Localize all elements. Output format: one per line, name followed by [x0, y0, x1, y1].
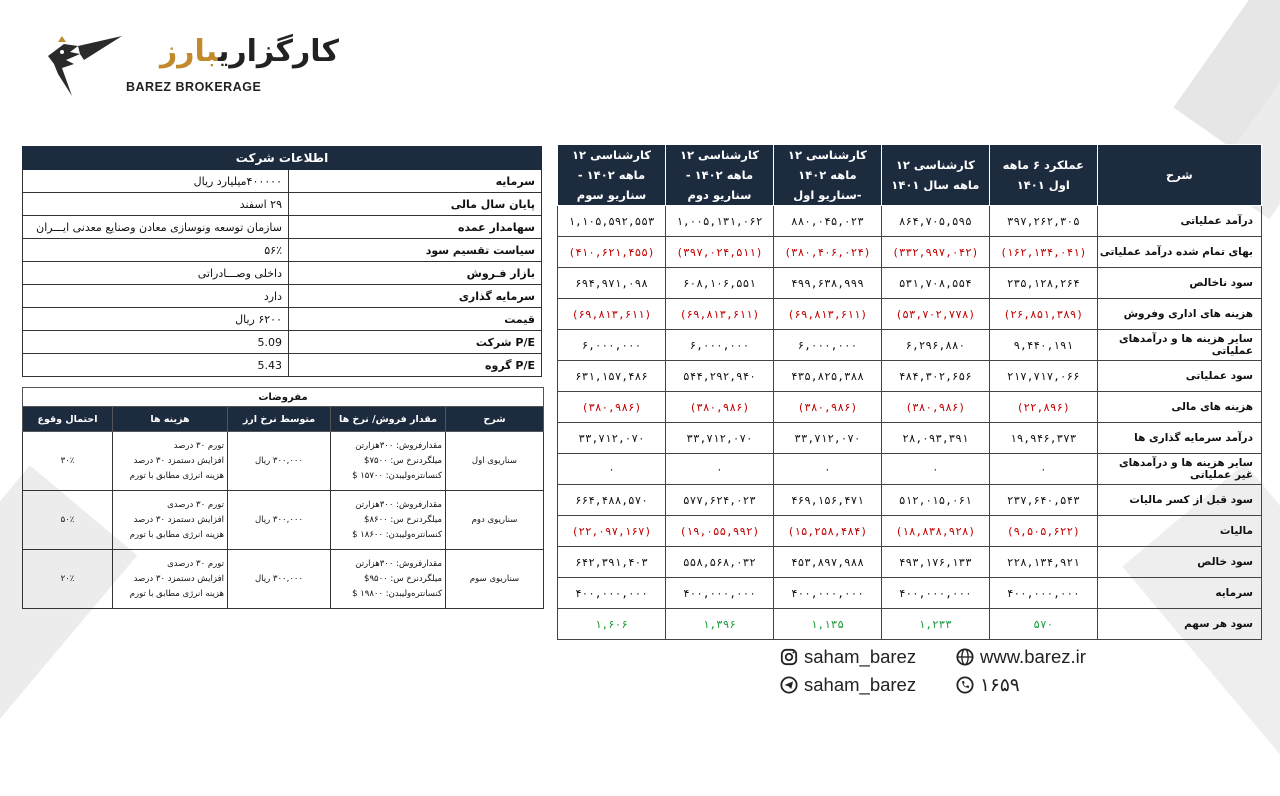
financial-cell: ۲۸,۰۹۳,۳۹۱	[881, 423, 989, 454]
website-contact[interactable]	[956, 646, 1086, 668]
contact-footer	[780, 646, 1120, 702]
financial-cell: ۰	[989, 454, 1097, 485]
financial-forecast-panel	[557, 144, 1262, 640]
info-value: ۶۲۰۰ ریال	[23, 308, 289, 331]
sales-rate-line: کنسانتره‌ولیبدن: ۱۹۸۰۰ $	[352, 588, 442, 599]
info-value: 5.43	[23, 354, 289, 377]
financial-row-label: سرمایه	[1097, 578, 1261, 609]
financial-cell: (۳۸۰,۹۸۶)	[773, 392, 881, 423]
scenario-sales-rates	[331, 432, 446, 491]
financial-header: عملکرد ۶ ماهه اول ۱۴۰۱	[989, 145, 1097, 206]
info-value: 5.09	[23, 331, 289, 354]
financial-cell: (۶۹,۸۱۳,۶۱۱)	[666, 299, 774, 330]
financial-cell: ۵۱۲,۰۱۵,۰۶۱	[881, 485, 989, 516]
info-value: داخلی وصـــادراتی	[23, 262, 289, 285]
financial-cell: (۹,۵۰۵,۶۲۲)	[989, 516, 1097, 547]
company-info-title: اطلاعات شرکت	[23, 147, 542, 170]
financial-header: کارشناسی ۱۲ ماهه سال ۱۴۰۱	[881, 145, 989, 206]
financial-cell: ۳۳,۷۱۲,۰۷۰	[558, 423, 666, 454]
scenario-costs	[113, 491, 228, 550]
sales-rate-line: میلگردنرخ س: ۹۵۰۰$	[364, 573, 442, 584]
scenario-probability: ۲۰٪	[23, 550, 113, 609]
financial-cell: ۲۲۸,۱۳۴,۹۲۱	[989, 547, 1097, 578]
financial-cell: (۱۸,۸۳۸,۹۲۸)	[881, 516, 989, 547]
financial-cell: (۳۹۷,۰۲۴,۵۱۱)	[666, 237, 774, 268]
financial-cell: ۴۰۰,۰۰۰,۰۰۰	[666, 578, 774, 609]
info-row	[23, 331, 542, 354]
info-value: ۴۰۰۰۰۰میلیارد ریال	[23, 170, 289, 193]
financial-cell: ۴۹۳,۱۷۶,۱۳۳	[881, 547, 989, 578]
sales-rate-line: مقدارفروش: ۳۰۰هزارتن	[355, 558, 442, 569]
financial-cell: (۱۶۲,۱۳۴,۰۴۱)	[989, 237, 1097, 268]
financial-row	[558, 454, 1262, 485]
financial-cell: ۶۹۴,۹۷۱,۰۹۸	[558, 268, 666, 299]
assumptions-title: مفروضات	[23, 388, 544, 407]
financial-header: کارشناسی ۱۲ ماهه ۱۴۰۲ - سناریو سوم	[558, 145, 666, 206]
assumptions-header: احتمال وقوع	[23, 407, 113, 432]
info-row	[23, 308, 542, 331]
scenario-name: سناریوی دوم	[446, 491, 544, 550]
scenario-fx-rate: ۳۰۰,۰۰۰ ریال	[228, 491, 331, 550]
financial-cell: ۶۴۲,۳۹۱,۴۰۳	[558, 547, 666, 578]
financial-cell: ۴۰۰,۰۰۰,۰۰۰	[773, 578, 881, 609]
financial-cell: ۵۳۱,۷۰۸,۵۵۴	[881, 268, 989, 299]
cost-line: تورم ۳۰ درصدی	[167, 499, 224, 510]
financial-cell: (۴۱۰,۶۲۱,۴۵۵)	[558, 237, 666, 268]
financial-cell: (۶۹,۸۱۳,۶۱۱)	[558, 299, 666, 330]
financial-row	[558, 423, 1262, 454]
financial-cell: ۲۳۵,۱۲۸,۲۶۴	[989, 268, 1097, 299]
financial-row	[558, 330, 1262, 361]
phone-number: ۱۶۵۹	[980, 674, 1020, 695]
financial-cell: (۶۹,۸۱۳,۶۱۱)	[773, 299, 881, 330]
telegram-handle: saham_barez	[804, 674, 917, 695]
financial-cell: ۱,۱۳۵	[773, 609, 881, 640]
instagram-icon	[780, 648, 798, 666]
cost-line: تورم ۳۰ درصدی	[167, 558, 224, 569]
info-key: P/E شرکت	[289, 331, 542, 354]
financial-row-label: سایر هزینه ها و درآمدهای عملیاتی	[1097, 330, 1261, 361]
financial-row	[558, 609, 1262, 640]
scenario-fx-rate: ۳۰۰,۰۰۰ ریال	[228, 550, 331, 609]
financial-cell: ۱,۶۰۶	[558, 609, 666, 640]
financial-cell: (۳۳۲,۹۹۷,۰۴۲)	[881, 237, 989, 268]
financial-cell: ۱,۰۰۵,۱۳۱,۰۶۲	[666, 206, 774, 237]
financial-cell: ۱۹,۹۴۶,۳۷۳	[989, 423, 1097, 454]
phone-icon	[956, 676, 974, 694]
financial-cell: ۰	[773, 454, 881, 485]
sales-rate-line: مقدارفروش: ۳۰۰هزارتن	[355, 499, 442, 510]
financial-row	[558, 268, 1262, 299]
globe-icon	[956, 648, 974, 666]
financial-cell: (۲۶,۸۵۱,۳۸۹)	[989, 299, 1097, 330]
instagram-contact[interactable]	[780, 646, 916, 668]
phone-contact[interactable]	[956, 674, 1020, 696]
financial-row-label: درآمد عملیاتی	[1097, 206, 1261, 237]
financial-cell: ۱,۲۳۳	[881, 609, 989, 640]
financial-cell: ۳۳,۷۱۲,۰۷۰	[773, 423, 881, 454]
financial-row	[558, 485, 1262, 516]
financial-row	[558, 516, 1262, 547]
company-info-panel	[22, 146, 542, 377]
financial-cell: ۰	[666, 454, 774, 485]
financial-cell: ۹,۴۴۰,۱۹۱	[989, 330, 1097, 361]
sales-rate-line: میلگردنرخ س: ۸۶۰۰$	[364, 514, 442, 525]
cost-line: تورم ۳۰ درصد	[173, 440, 224, 451]
scenario-name: سناریوی سوم	[446, 550, 544, 609]
brand-name-fa-accent: بارز	[160, 34, 219, 69]
info-value: ۵۶٪	[23, 239, 289, 262]
telegram-contact[interactable]	[780, 674, 916, 696]
cost-line: افزایش دستمزد ۳۰ درصد	[133, 455, 224, 466]
info-key: قیمت	[289, 308, 542, 331]
info-key: پایان سال مالی	[289, 193, 542, 216]
financial-cell: ۴۹۹,۶۳۸,۹۹۹	[773, 268, 881, 299]
financial-cell: ۶,۰۰۰,۰۰۰	[666, 330, 774, 361]
financial-cell: ۱,۳۹۶	[666, 609, 774, 640]
scenario-name: سناریوی اول	[446, 432, 544, 491]
financial-cell: (۳۸۰,۴۰۶,۰۲۴)	[773, 237, 881, 268]
scenario-sales-rates	[331, 550, 446, 609]
financial-row-label: بهای تمام شده درآمد عملیاتی	[1097, 237, 1261, 268]
financial-cell: ۶,۰۰۰,۰۰۰	[773, 330, 881, 361]
financial-row	[558, 392, 1262, 423]
cost-line: هزینه انرژی مطابق با تورم	[129, 470, 224, 481]
assumptions-table	[22, 387, 544, 609]
instagram-handle: saham_barez	[804, 646, 917, 667]
assumptions-panel	[22, 387, 544, 609]
info-row	[23, 285, 542, 308]
info-row	[23, 354, 542, 377]
info-key: سهامدار عمده	[289, 216, 542, 239]
financial-row-label: درآمد سرمایه گذاری ها	[1097, 423, 1261, 454]
financial-row-label: سود قبل از کسر مالیات	[1097, 485, 1261, 516]
financial-cell: ۶,۲۹۶,۸۸۰	[881, 330, 989, 361]
financial-row	[558, 299, 1262, 330]
financial-row-label: مالیات	[1097, 516, 1261, 547]
financial-cell: ۸۶۴,۷۰۵,۵۹۵	[881, 206, 989, 237]
financial-cell: ۴۳۵,۸۲۵,۳۸۸	[773, 361, 881, 392]
info-value: سازمان توسعه ونوسازی معادن وصنایع معدنی ایـــران	[23, 216, 289, 239]
assumption-row	[23, 550, 544, 609]
brand-name-fa-main: کارگزاری	[218, 34, 339, 69]
financial-header: شرح	[1097, 145, 1261, 206]
financial-cell: (۲۲,۰۹۷,۱۶۷)	[558, 516, 666, 547]
financial-row	[558, 237, 1262, 268]
financial-row-label: سود عملیاتی	[1097, 361, 1261, 392]
scenario-fx-rate: ۳۰۰,۰۰۰ ریال	[228, 432, 331, 491]
info-row	[23, 239, 542, 262]
financial-cell: (۱۹,۰۵۵,۹۹۲)	[666, 516, 774, 547]
info-key: سیاست تقسیم سود	[289, 239, 542, 262]
financial-row-label: سایر هزینه ها و درآمدهای غیر عملیاتی	[1097, 454, 1261, 485]
financial-cell: ۴۰۰,۰۰۰,۰۰۰	[989, 578, 1097, 609]
financial-cell: ۰	[558, 454, 666, 485]
financial-cell: ۴۰۰,۰۰۰,۰۰۰	[881, 578, 989, 609]
financial-header: کارشناسی ۱۲ ماهه ۱۴۰۲ - سناریو دوم	[666, 145, 774, 206]
scenario-sales-rates	[331, 491, 446, 550]
cost-line: افزایش دستمزد ۳۰ درصد	[133, 573, 224, 584]
info-row	[23, 193, 542, 216]
info-row	[23, 262, 542, 285]
financial-cell: ۵۵۸,۵۶۸,۰۳۲	[666, 547, 774, 578]
financial-cell: (۲۲,۸۹۶)	[989, 392, 1097, 423]
financial-forecast-table	[557, 144, 1262, 640]
financial-cell: ۵۴۴,۲۹۲,۹۴۰	[666, 361, 774, 392]
financial-cell: ۲۱۷,۷۱۷,۰۶۶	[989, 361, 1097, 392]
financial-cell: (۳۸۰,۹۸۶)	[558, 392, 666, 423]
financial-row-label: هزینه های اداری وفروش	[1097, 299, 1261, 330]
cost-line: هزینه انرژی مطابق با تورم	[129, 529, 224, 540]
financial-cell: (۳۸۰,۹۸۶)	[666, 392, 774, 423]
financial-cell: ۶,۰۰۰,۰۰۰	[558, 330, 666, 361]
assumptions-header: مقدار فروش/ نرخ ها	[331, 407, 446, 432]
financial-cell: (۳۸۰,۹۸۶)	[881, 392, 989, 423]
info-value: ۲۹ اسفند	[23, 193, 289, 216]
company-info-table	[22, 146, 542, 377]
website-url: www.barez.ir	[980, 646, 1086, 667]
info-row	[23, 170, 542, 193]
financial-cell: ۶۰۸,۱۰۶,۵۵۱	[666, 268, 774, 299]
financial-cell: ۴۵۳,۸۹۷,۹۸۸	[773, 547, 881, 578]
scenario-costs	[113, 432, 228, 491]
telegram-icon	[780, 676, 798, 694]
sales-rate-line: میلگردنرخ س: ۷۵۰۰$	[364, 455, 442, 466]
info-key: سرمایه گذاری	[289, 285, 542, 308]
brand-name-fa	[160, 34, 339, 69]
financial-cell: ۳۳,۷۱۲,۰۷۰	[666, 423, 774, 454]
financial-cell: ۶۶۴,۴۸۸,۵۷۰	[558, 485, 666, 516]
info-key: سرمایه	[289, 170, 542, 193]
brand-name-en: BAREZ BROKERAGE	[126, 80, 262, 94]
scenario-probability: ۳۰٪	[23, 432, 113, 491]
financial-row-label: سود هر سهم	[1097, 609, 1261, 640]
scenario-probability: ۵۰٪	[23, 491, 113, 550]
sales-rate-line: کنسانتره‌ولیبدن: ۱۸۶۰۰ $	[352, 529, 442, 540]
assumptions-header: هزینه ها	[113, 407, 228, 432]
financial-row-label: سود ناخالص	[1097, 268, 1261, 299]
sales-rate-line: مقدارفروش: ۳۰۰هزارتن	[355, 440, 442, 451]
financial-cell: ۶۳۱,۱۵۷,۴۸۶	[558, 361, 666, 392]
financial-cell: ۳۹۷,۲۶۲,۳۰۵	[989, 206, 1097, 237]
financial-header: کارشناسی ۱۲ ماهه ۱۴۰۲ -سناریو اول	[773, 145, 881, 206]
financial-cell: ۴۰۰,۰۰۰,۰۰۰	[558, 578, 666, 609]
assumptions-header: شرح	[446, 407, 544, 432]
financial-row	[558, 361, 1262, 392]
financial-cell: ۴۸۴,۳۰۲,۶۵۶	[881, 361, 989, 392]
assumption-row	[23, 491, 544, 550]
financial-row	[558, 206, 1262, 237]
info-value: دارد	[23, 285, 289, 308]
financial-cell: ۵۷۰	[989, 609, 1097, 640]
financial-row-label: سود خالص	[1097, 547, 1261, 578]
info-key: P/E گروه	[289, 354, 542, 377]
financial-row	[558, 578, 1262, 609]
financial-cell: ۴۶۹,۱۵۶,۴۷۱	[773, 485, 881, 516]
financial-row	[558, 547, 1262, 578]
financial-cell: (۵۳,۷۰۲,۷۷۸)	[881, 299, 989, 330]
info-row	[23, 216, 542, 239]
assumption-row	[23, 432, 544, 491]
cost-line: افزایش دستمزد ۳۰ درصد	[133, 514, 224, 525]
financial-cell: ۸۸۰,۰۴۵,۰۲۳	[773, 206, 881, 237]
sales-rate-line: کنسانتره‌ولیبدن: ۱۵۷۰۰ $	[352, 470, 442, 481]
scenario-costs	[113, 550, 228, 609]
assumptions-header: متوسط نرخ ارز	[228, 407, 331, 432]
financial-cell: ۱,۱۰۵,۵۹۲,۵۵۳	[558, 206, 666, 237]
financial-cell: ۰	[881, 454, 989, 485]
financial-cell: ۵۷۷,۶۲۴,۰۲۳	[666, 485, 774, 516]
info-key: بازار فـروش	[289, 262, 542, 285]
eagle-logo-icon	[44, 34, 124, 98]
cost-line: هزینه انرژی مطابق با تورم	[129, 588, 224, 599]
brand-logo	[40, 30, 339, 100]
financial-row-label: هزینه های مالی	[1097, 392, 1261, 423]
financial-cell: ۲۳۷,۶۴۰,۵۴۳	[989, 485, 1097, 516]
financial-cell: (۱۵,۲۵۸,۴۸۴)	[773, 516, 881, 547]
